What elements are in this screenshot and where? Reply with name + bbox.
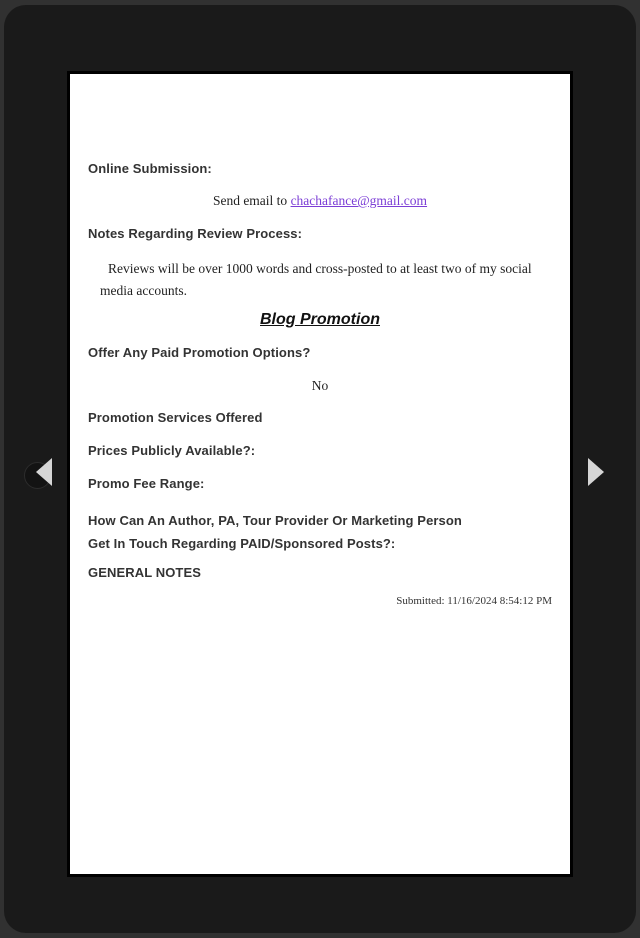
promo-fee-label: Promo Fee Range: bbox=[88, 476, 205, 491]
paid-contact-label bbox=[88, 509, 552, 555]
paid-promotion-value: No bbox=[311, 378, 329, 393]
prices-public-label: Prices Publicly Available?: bbox=[88, 443, 256, 458]
review-process-value: Reviews will be over 1000 words and cross-posted to at least two of my social media accounts. bbox=[100, 261, 532, 298]
online-submission-value bbox=[88, 193, 552, 208]
section-heading-blog-promotion: Blog Promotion bbox=[260, 311, 380, 328]
submitted-timestamp: Submitted: 11/16/2024 8:54:12 PM bbox=[396, 595, 552, 607]
review-process-label: Notes Regarding Review Process: bbox=[88, 226, 303, 241]
paid-promotion-label: Offer Any Paid Promotion Options? bbox=[88, 345, 311, 360]
triangle-left-icon bbox=[36, 458, 52, 486]
next-page-button[interactable] bbox=[582, 453, 622, 493]
triangle-right-icon bbox=[588, 458, 604, 486]
document-content bbox=[70, 74, 570, 608]
online-submission-label: Online Submission: bbox=[88, 161, 212, 176]
general-notes-label: GENERAL NOTES bbox=[88, 565, 202, 580]
paid-contact-label-line1: How Can An Author, PA, Tour Provider Or Marketing Person bbox=[88, 513, 462, 528]
promotion-services-label: Promotion Services Offered bbox=[88, 410, 263, 425]
paid-contact-label-line2: Get In Touch Regarding PAID/Sponsored Posts?: bbox=[88, 536, 396, 551]
previous-page-button[interactable] bbox=[20, 453, 60, 493]
email-link[interactable]: chachafance@gmail.com bbox=[290, 193, 428, 208]
email-prefix-text: Send email to bbox=[212, 193, 291, 208]
document-page bbox=[67, 71, 573, 877]
